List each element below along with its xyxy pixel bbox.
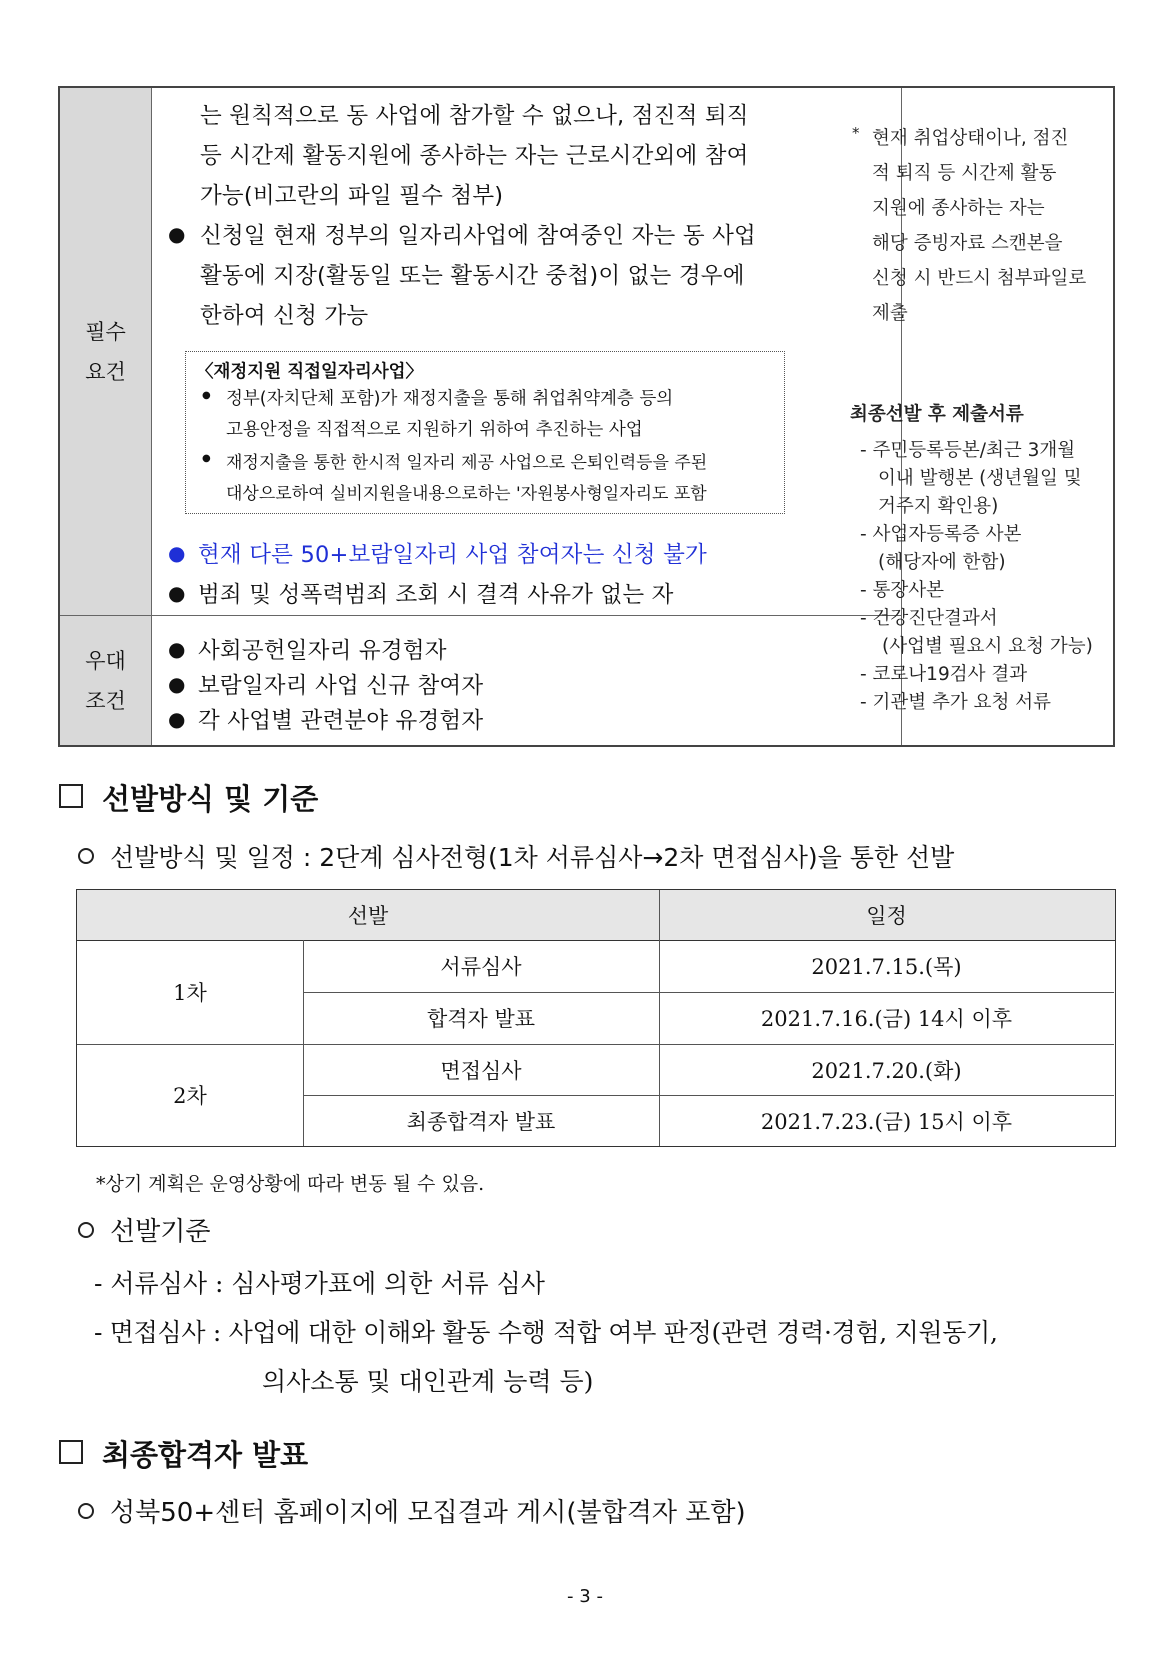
- stage-1: 1차: [173, 981, 207, 1005]
- row-divider: [152, 615, 901, 616]
- preferred-item: 보람일자리 사업 신규 참여자: [198, 673, 484, 699]
- docs-line: - 기관별 추가 요청 서류: [860, 692, 1052, 713]
- criteria-interview-cont: 의사소통 및 대인관계 능력 등): [262, 1367, 594, 1396]
- direct-job-program-box: [185, 351, 785, 514]
- bullet-icon: ●: [202, 453, 211, 464]
- label-preferred-2: 조건: [85, 688, 126, 713]
- step-name: 서류심사: [440, 955, 522, 979]
- docs-line: - 코로나19검사 결과: [860, 664, 1028, 685]
- bullet-icon: ●: [202, 390, 211, 401]
- criteria-interview: - 면접심사 : 사업에 대한 이해와 활동 수행 적합 여부 판정(관련 경력·경험, 지원동기,: [94, 1318, 998, 1347]
- schedule-note: *상기 계획은 운영상황에 따라 변동 될 수 있음.: [96, 1173, 485, 1195]
- docs-line: 거주지 확인용): [878, 496, 999, 517]
- bullet-icon: ●: [168, 672, 186, 696]
- criteria-document: - 서류심사 : 심사평가표에 의한 서류 심사: [94, 1269, 545, 1298]
- bullet-icon: ●: [168, 707, 186, 731]
- box-item: 정부(자치단체 포함)가 재정지출을 통해 취업취약계층 등의: [226, 389, 674, 409]
- grid-line: [77, 1044, 1114, 1045]
- step-date: 2021.7.20.(화): [811, 1058, 962, 1083]
- step-name: 합격자 발표: [426, 1007, 536, 1031]
- grid-line: [659, 890, 660, 1146]
- box-item: 재정지출을 통한 한시적 일자리 제공 사업으로 은퇴인력등을 주된: [226, 453, 708, 473]
- note-line: 지원에 종사하는 자는: [872, 198, 1045, 219]
- label-required-2: 요건: [85, 359, 126, 384]
- req-line: 한하여 신청 가능: [200, 303, 369, 329]
- docs-title: 최종선발 후 제출서류: [850, 404, 1024, 425]
- page-number: - 3 -: [567, 1586, 603, 1607]
- note-line: 신청 시 반드시 첨부파일로: [872, 268, 1087, 289]
- preferred-item: 각 사업별 관련분야 유경험자: [198, 708, 484, 734]
- section-box-icon: [59, 784, 83, 808]
- note-star: *: [852, 124, 860, 142]
- note-line: 해당 증빙자료 스캔본을: [872, 233, 1063, 254]
- circle-bullet-icon: [78, 1222, 94, 1238]
- docs-line: 이내 발행본 (생년월일 및: [878, 468, 1082, 489]
- note-line: 적 퇴직 등 시간제 활동: [872, 163, 1057, 184]
- label-preferred-1: 우대: [85, 648, 126, 673]
- section-title: 선발방식 및 기준: [102, 782, 319, 816]
- announcement-item: 성북50+센터 홈페이지에 모집결과 게시(불합격자 포함): [110, 1498, 746, 1528]
- box-item: 고용안정을 직접적으로 지원하기 위하여 추진하는 사업: [226, 420, 643, 440]
- label-preferred: [60, 615, 152, 745]
- docs-line: - 건강진단결과서: [860, 608, 998, 629]
- section-title: 최종합격자 발표: [102, 1438, 309, 1472]
- step-date: 2021.7.23.(금) 15시 이후: [760, 1109, 1013, 1134]
- step-name: 면접심사: [440, 1058, 522, 1083]
- box-title: 〈재정지원 직접일자리사업〉: [196, 362, 424, 382]
- schedule-table: [76, 889, 1116, 1147]
- section-box-icon: [59, 1440, 83, 1464]
- docs-line: - 주민등록등본/최근 3개월: [860, 440, 1076, 461]
- req-line: 신청일 현재 정부의 일자리사업에 참여중인 자는 동 사업: [200, 223, 756, 249]
- grid-line: [303, 992, 1114, 993]
- req-line: 등 시간제 활동지원에 종사하는 자는 근로시간외에 참여: [200, 143, 749, 169]
- grid-line: [303, 1095, 1114, 1096]
- req-line: 활동에 지장(활동일 또는 활동시간 중첩)이 없는 경우에: [200, 263, 745, 289]
- step-date: 2021.7.16.(금) 14시 이후: [760, 1007, 1013, 1031]
- stage-2: 2차: [173, 1084, 207, 1108]
- note-line: 제출: [872, 303, 908, 324]
- criteria-title: 선발기준: [110, 1217, 211, 1247]
- preferred-item: 사회공헌일자리 유경험자: [198, 638, 447, 664]
- header-schedule: 일정: [866, 904, 907, 928]
- blue-requirement: 현재 다른 50+보람일자리 사업 참여자는 신청 불가: [198, 542, 707, 568]
- selection-method: 선발방식 및 일정 : 2단계 심사전형(1차 서류심사→2차 면접심사)을 통한 선발: [110, 843, 955, 872]
- bullet-icon: ●: [168, 637, 186, 661]
- step-name: 최종합격자 발표: [406, 1109, 556, 1134]
- req-line: 는 원칙적으로 동 사업에 참가할 수 없으나, 점진적 퇴직: [200, 103, 749, 129]
- label-required: [60, 88, 152, 615]
- label-required-1: 필수: [85, 319, 126, 344]
- bullet-icon: ●: [168, 581, 186, 605]
- docs-line: - 통장사본: [860, 580, 945, 601]
- step-date: 2021.7.15.(목): [811, 955, 962, 979]
- docs-line: - 사업자등록증 사본: [860, 524, 1022, 545]
- req-line: 가능(비고란의 파일 필수 첨부): [200, 183, 504, 209]
- note-line: 현재 취업상태이나, 점진: [872, 128, 1069, 149]
- box-item: 대상으로하여 실비지원을내용으로하는 '자원봉사형일자리도 포함: [226, 484, 707, 504]
- circle-bullet-icon: [78, 848, 94, 864]
- bullet-icon: ●: [168, 541, 186, 565]
- bullet-icon: ●: [168, 222, 186, 246]
- crime-requirement: 범죄 및 성폭력범죄 조회 시 결격 사유가 없는 자: [198, 582, 674, 608]
- header-selection: 선발: [347, 904, 389, 928]
- docs-line: (해당자에 한함): [878, 552, 1006, 573]
- grid-line: [303, 940, 304, 1146]
- circle-bullet-icon: [78, 1503, 94, 1519]
- docs-line: (사업별 필요시 요청 가능): [882, 636, 1093, 657]
